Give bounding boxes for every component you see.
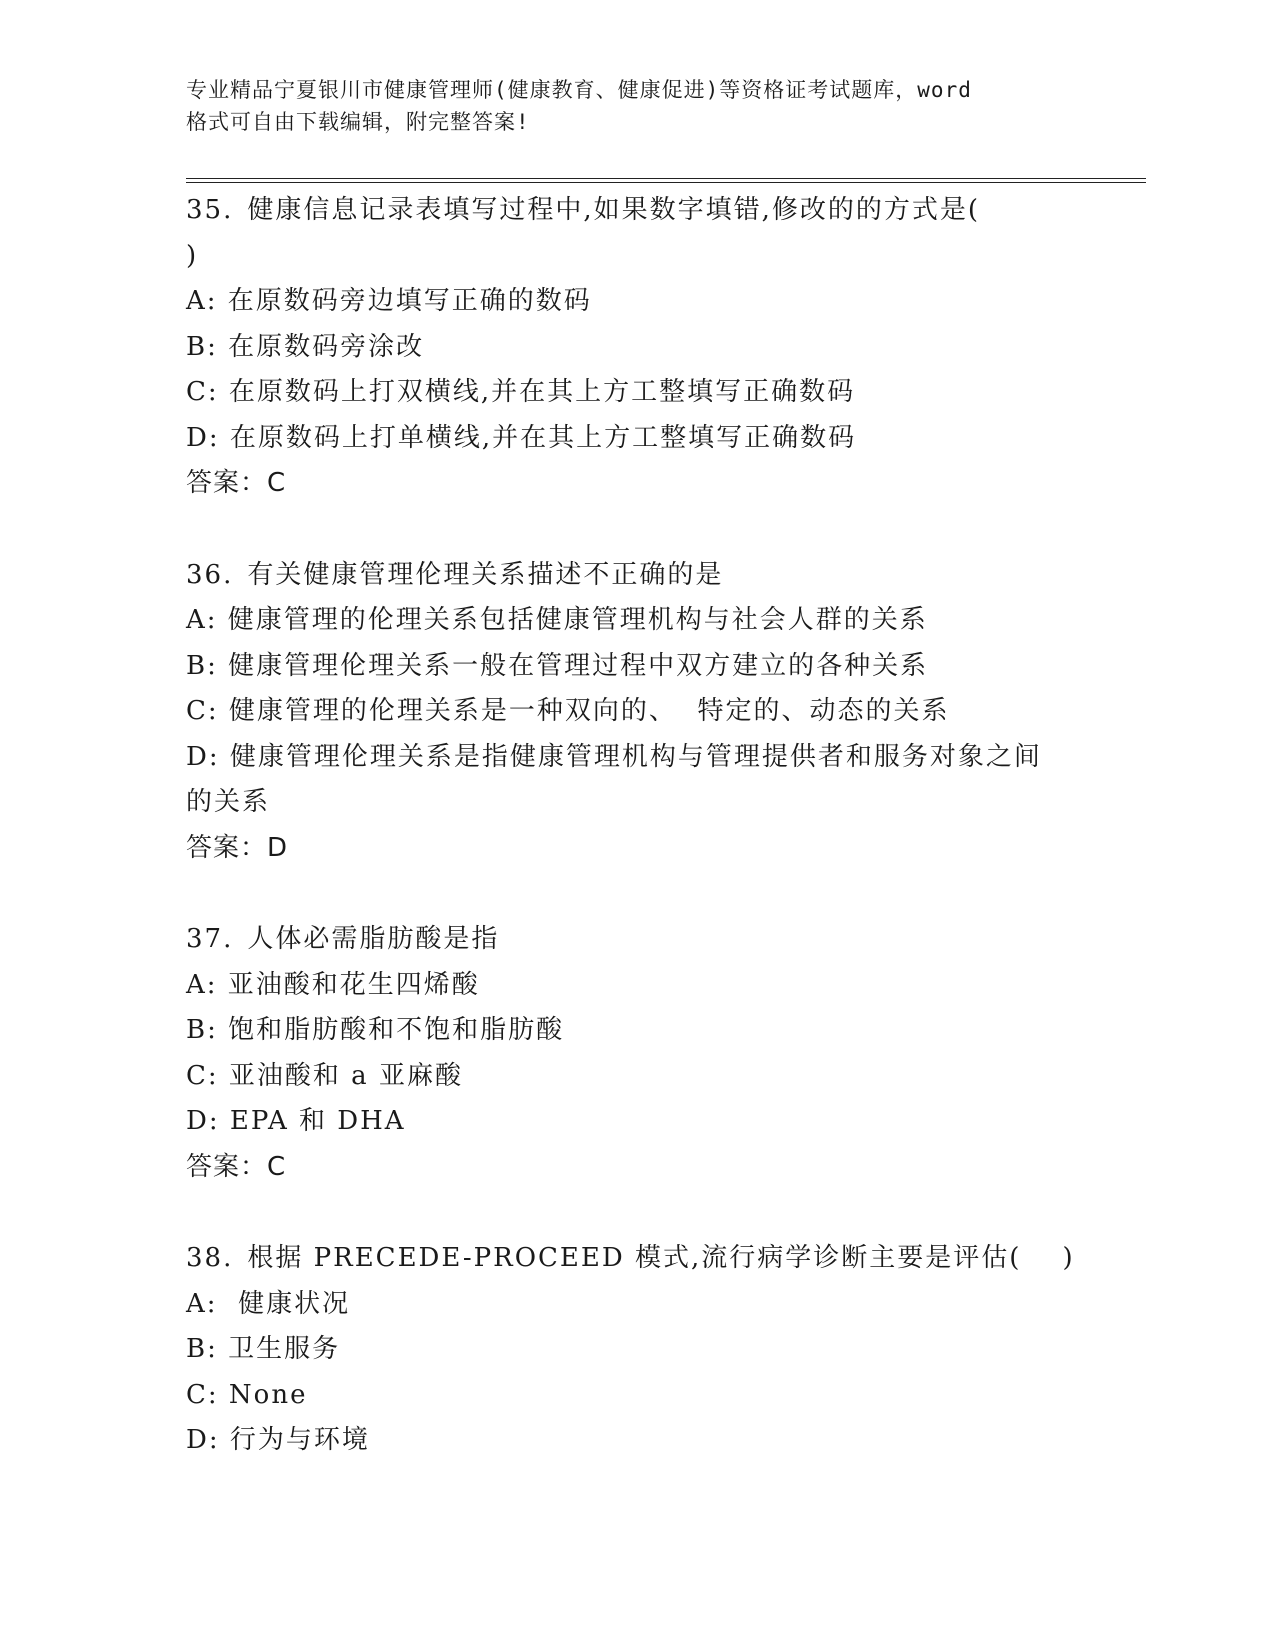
option-c: C: 健康管理的伦理关系是一种双向的、 特定的、动态的关系 xyxy=(186,696,950,726)
option-d-continued: 的关系 xyxy=(186,787,271,817)
option-a: A: 健康管理的伦理关系包括健康管理机构与社会人群的关系 xyxy=(186,605,928,635)
header-line-2: 格式可自由下载编辑，附完整答案! xyxy=(186,110,530,134)
option-c: C: 在原数码上打双横线,并在其上方工整填写正确数码 xyxy=(186,377,856,407)
option-c: C: 亚油酸和 a 亚麻酸 xyxy=(186,1060,463,1091)
answer-label: 答案：C xyxy=(186,1151,287,1182)
question-37 xyxy=(186,917,1086,1190)
question-number: 37. xyxy=(186,924,234,954)
question-number: 38. xyxy=(186,1243,234,1273)
header-line-1: 专业精品宁夏银川市健康管理师(健康教育、健康促进)等资格证考试题库，word xyxy=(186,78,972,102)
question-number: 35. xyxy=(186,195,234,225)
question-number: 36. xyxy=(186,559,234,590)
option-a: A: 健康状况 xyxy=(186,1288,351,1319)
option-d: D: 在原数码上打单横线,并在其上方工整填写正确数码 xyxy=(186,422,857,453)
question-stem xyxy=(186,917,1086,963)
question-text-continued: ) xyxy=(186,240,199,271)
option-b: B: 在原数码旁涂改 xyxy=(186,331,425,362)
question-stem xyxy=(186,188,1086,234)
option-b: B: 健康管理伦理关系一般在管理过程中双方建立的各种关系 xyxy=(186,650,929,681)
question-stem xyxy=(186,1236,1086,1282)
option-d: D: 健康管理伦理关系是指健康管理机构与管理提供者和服务对象之间 xyxy=(186,741,1042,772)
answer-label: 答案：C xyxy=(186,468,287,498)
option-b: B: 卫生服务 xyxy=(186,1334,341,1364)
question-list xyxy=(186,188,1086,1510)
question-text: 人体必需脂肪酸是指 xyxy=(247,924,500,954)
question-38 xyxy=(186,1236,1086,1464)
question-stem xyxy=(186,553,1086,599)
header-divider-bottom xyxy=(186,182,1146,183)
question-35 xyxy=(186,188,1086,507)
question-text: 有关健康管理伦理关系描述不正确的是 xyxy=(247,559,724,590)
answer-label: 答案：D xyxy=(186,832,289,863)
question-text: 健康信息记录表填写过程中,如果数字填错,修改的的方式是( xyxy=(247,195,981,225)
option-d: D: 行为与环境 xyxy=(186,1425,370,1455)
option-d: D: EPA 和 DHA xyxy=(186,1106,406,1136)
option-a: A: 亚油酸和花生四烯酸 xyxy=(186,969,480,1000)
header-divider-top xyxy=(186,178,1146,179)
option-c: C: None xyxy=(186,1379,308,1410)
question-text: 根据 PRECEDE-PROCEED 模式,流行病学诊断主要是评估( ) xyxy=(247,1243,1075,1273)
option-b: B: 饱和脂肪酸和不饱和脂肪酸 xyxy=(186,1015,565,1045)
option-a: A: 在原数码旁边填写正确的数码 xyxy=(186,286,592,316)
document-header xyxy=(186,74,1066,138)
question-36 xyxy=(186,553,1086,872)
